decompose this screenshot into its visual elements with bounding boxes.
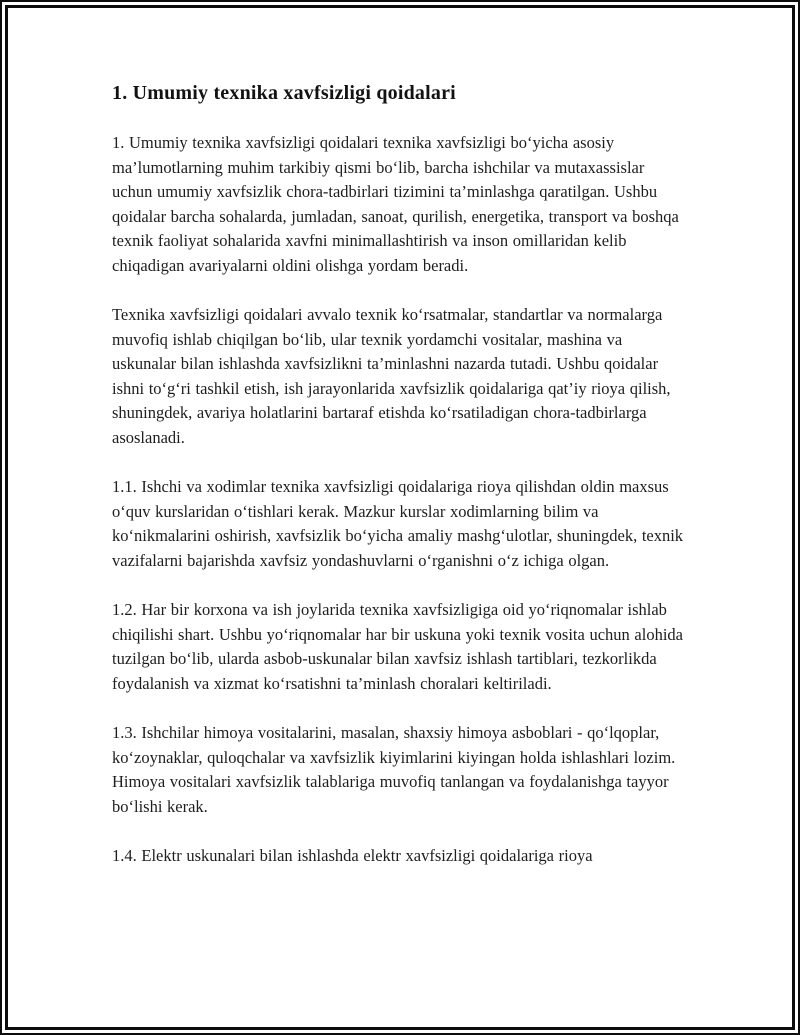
document-heading: 1. Umumiy texnika xavfsizligi qoidalari	[112, 82, 456, 104]
paragraph-rule-1-1: 1.1. Ishchi va xodimlar texnika xavfsizligi qoidalariga rioya qilishdan oldin maxsus o‘quv kurslaridan o‘tishlari kerak. Mazkur kurslar xodimlarning bilim va ko‘nikmalarini oshirish, xavfsizlik bo‘yicha amaliy mashg‘ulotlar, shuningdek, texnik vazifalarni bajarishda xavfsiz yondashuvlarni o‘rganishni o‘z ichiga olgan.	[112, 477, 684, 570]
paragraph-intro: 1. Umumiy texnika xavfsizligi qoidalari texnika xavfsizligi bo‘yicha asosiy ma’lumotlarning muhim tarkibiy qismi bo‘lib, barcha ishchilar va mutaxassislar uchun umumiy xavfsizlik chora-tadbirlari tizimini ta’minlashga qaratilgan. Ushbu qoidalar barcha sohalarda, jumladan, sanoat, qurilish, energetika, transport va boshqa texnik faoliyat sohalarida xavfni minimallashtirish va inson omillaridan kelib chiqadigan avariyalarni oldini olishga yordam beradi.	[112, 133, 679, 275]
paragraph-rule-1-4: 1.4. Elektr uskunalari bilan ishlashda elektr xavfsizligi qoidalariga rioya	[112, 846, 593, 865]
paragraph-rule-1-3: 1.3. Ishchilar himoya vositalarini, masalan, shaxsiy himoya asboblari - qo‘lqoplar, ko‘zoynaklar, quloqchalar va xavfsizlik kiyimlarini kiyingan holda ishlashlari lozim. Himoya vositalari xavfsizlik talablariga muvofiq tanlangan va foydalanishga tayyor bo‘lishi kerak.	[112, 723, 676, 816]
paragraph-overview: Texnika xavfsizligi qoidalari avvalo texnik ko‘rsatmalar, standartlar va normalarga muvofiq ishlab chiqilgan bo‘lib, ular texnik yordamchi vositalar, mashina va uskunalar bilan ishlashda xavfsizlikni ta’minlashni nazarda tutadi. Ushbu qoidalar ishni to‘g‘ri tashkil etish, ish jarayonlarida xavfsizlik qoidalariga qat’iy rioya qilish, shuningdek, avariya holatlarini bartaraf etishda ko‘rsatiladigan chora-tadbirlarga asoslanadi.	[112, 305, 671, 447]
paragraph-rule-1-2: 1.2. Har bir korxona va ish joylarida texnika xavfsizligiga oid yo‘riqnomalar ishlab chiqilishi shart. Ushbu yo‘riqnomalar har bir uskuna yoki texnik vosita uchun alohida tuzilgan bo‘lib, ularda asbob-uskunalar bilan xavfsiz ishlash tartiblari, tezkorlikda foydalanish va xizmat ko‘rsatishni ta’minlash choralari keltiriladi.	[112, 600, 683, 693]
